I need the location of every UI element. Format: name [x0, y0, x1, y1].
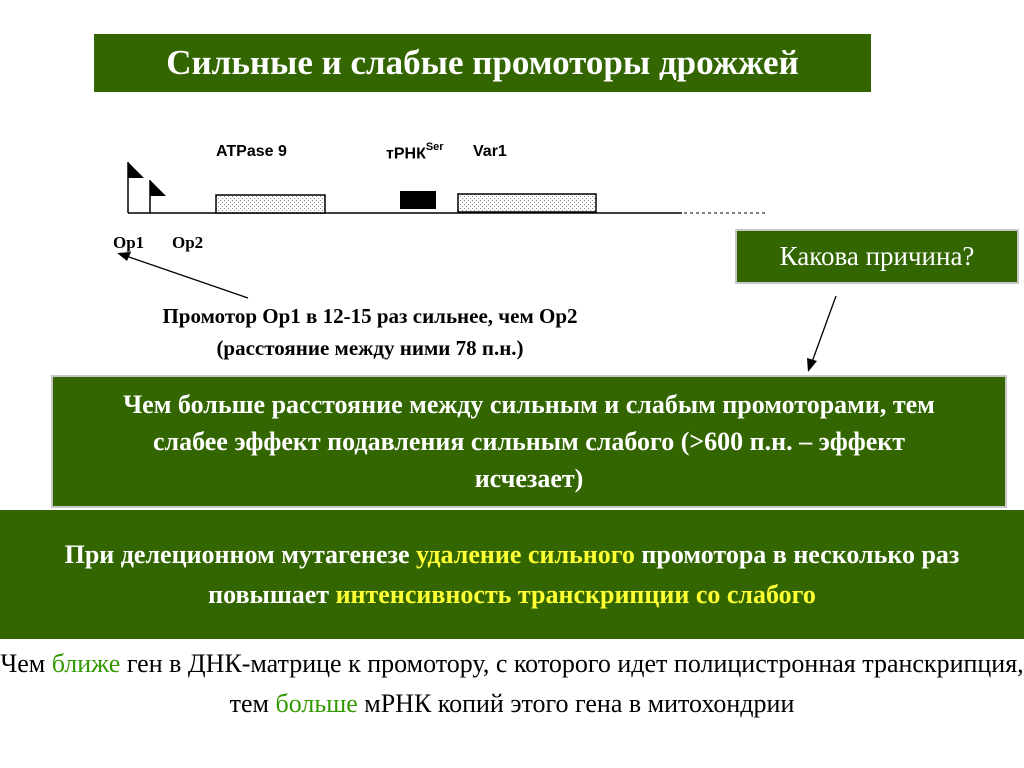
op2-label: Op2: [172, 233, 204, 252]
var1-gene-box: [458, 194, 596, 212]
trna-label-base: тРНК: [386, 145, 426, 163]
caption-line-1: Промотор Op1 в 12-15 раз сильнее, чем Op2: [162, 304, 578, 328]
question-box: Какова причина?: [735, 229, 1019, 284]
mutagenesis-highlight-2: интенсивность транскрипции со слабого: [335, 579, 816, 609]
var1-label: Var1: [473, 143, 507, 160]
conclusion-highlight-1: ближе: [51, 649, 121, 678]
mutagenesis-text: [20, 535, 1004, 615]
atpase9-label: ATPase 9: [216, 143, 287, 160]
caption-line-2: (расстояние между ними 78 п.н.): [216, 336, 524, 360]
distance-effect-box: [51, 375, 1007, 508]
mutagenesis-box: [0, 510, 1024, 639]
mutagenesis-highlight-1: удаление сильного: [416, 539, 635, 569]
trna-ser-label: [386, 143, 444, 163]
op1-label: Op1: [113, 233, 145, 252]
distance-effect-text: Чем больше расстояние между сильным и слабым промоторами, тем слабее эффект подавления сильным слабого (>600 п.н. – эффект исчезает): [123, 390, 935, 493]
trna-label-sup: Ser: [425, 141, 444, 153]
conclusion-highlight-2: больше: [275, 689, 358, 718]
mutagenesis-part1: При делеционном мутагенезе: [64, 539, 417, 569]
arrow-to-answer: [790, 290, 850, 380]
arrow-to-op1-head: [117, 252, 131, 261]
slide-title: Сильные и слабые промоторы дрожжей: [94, 34, 871, 92]
trna-ser-gene-box: [400, 191, 436, 209]
conclusion-part5: мРНК копий этого гена в митохондрии: [357, 689, 795, 718]
op1-flag: [128, 162, 144, 178]
conclusion-text: [0, 644, 1024, 724]
op2-flag: [150, 180, 166, 196]
mutagenesis-part3: промотора в несколько раз повышает: [208, 539, 960, 609]
conclusion-part1: Чем: [0, 649, 52, 678]
conclusion-part3: ген в ДНК-матрице к промотору, с которого идет полицистронная транскрипция, тем: [120, 649, 1024, 718]
arrow-to-op1: [126, 256, 248, 298]
promoter-caption: [60, 300, 680, 364]
atpase9-gene-box: [216, 195, 325, 213]
